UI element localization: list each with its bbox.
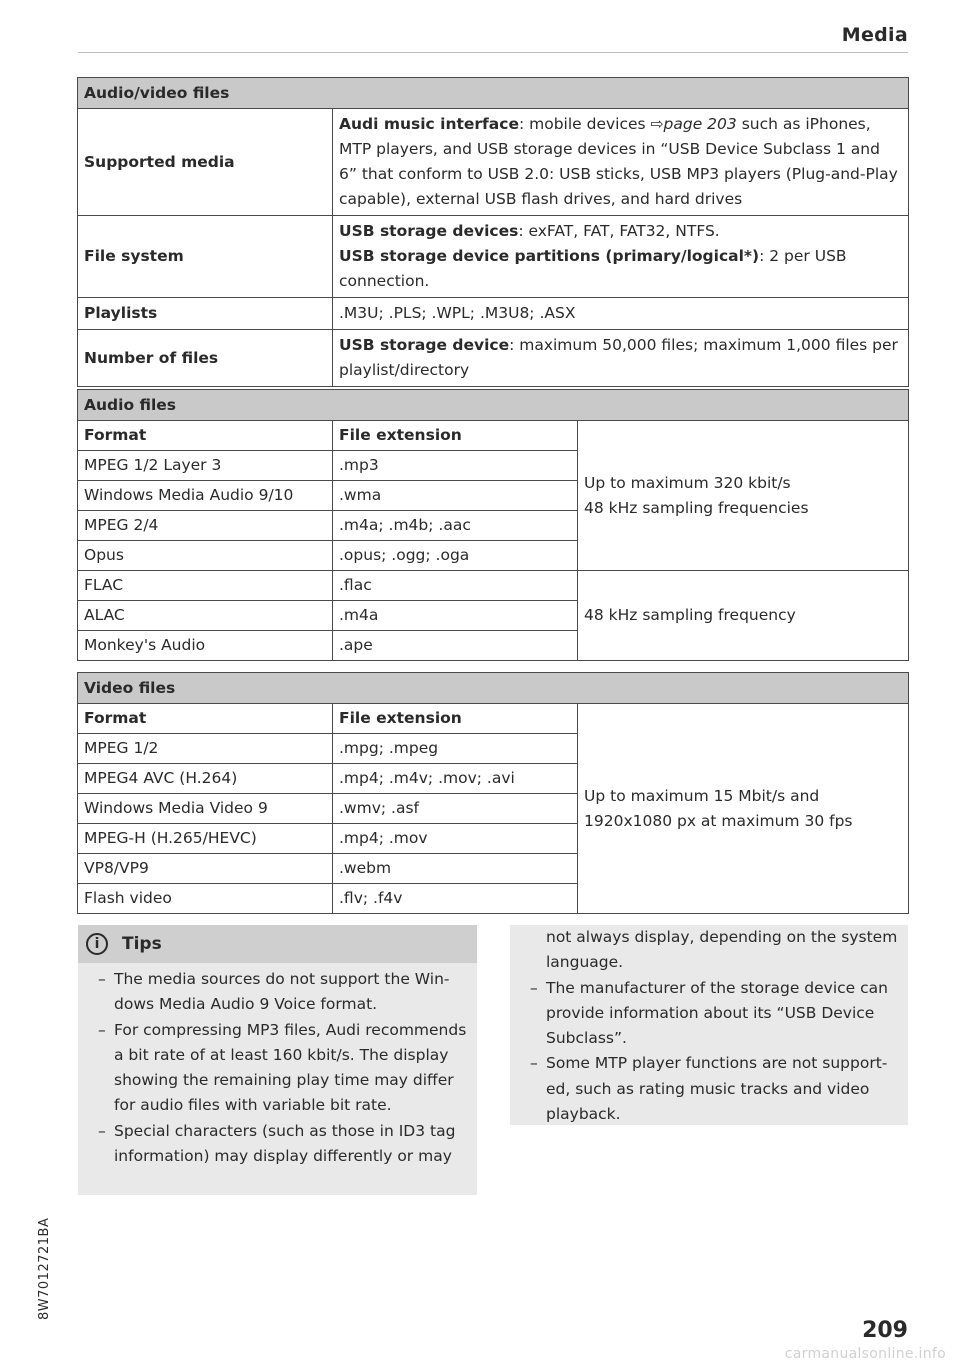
extension-cell: .mp4; .m4v; .mov; .avi xyxy=(333,764,578,794)
tips-box xyxy=(78,925,477,1195)
row-label: Number of files xyxy=(78,330,333,387)
extension-cell: .webm xyxy=(333,854,578,884)
column-header-format: Format xyxy=(78,704,333,734)
format-cell: VP8/VP9 xyxy=(78,854,333,884)
row-value: .M3U; .PLS; .WPL; .M3U8; .ASX xyxy=(333,298,909,330)
table-title: Video files xyxy=(78,673,909,704)
extension-cell: .wmv; .asf xyxy=(333,794,578,824)
format-cell: Monkey's Audio xyxy=(78,631,333,661)
format-cell: Flash video xyxy=(78,884,333,914)
extension-cell: .flac xyxy=(333,571,578,601)
extension-cell: .mpg; .mpeg xyxy=(333,734,578,764)
bitrate-note: Up to maximum 320 kbit/s 48 kHz sampling frequencies xyxy=(578,421,909,571)
list-item: – The manufacturer of the storage device can provide information about its “USB Device Subclass”. xyxy=(530,978,888,1048)
table-header-row xyxy=(78,704,909,734)
extension-cell: .flv; .f4v xyxy=(333,884,578,914)
row-label: Playlists xyxy=(78,298,333,330)
format-cell: Windows Media Video 9 xyxy=(78,794,333,824)
format-cell: MPEG 1/2 Layer 3 xyxy=(78,451,333,481)
column-header-extension: File extension xyxy=(333,421,578,451)
format-cell: Opus xyxy=(78,541,333,571)
list-item: – For compressing MP3 files, Audi recommends a bit rate of at least 160 kbit/s. The display showing the remaining play time may differ for audio files with variable bit rate. xyxy=(98,1020,467,1115)
section-title: Media xyxy=(841,24,908,46)
extension-cell: .ape xyxy=(333,631,578,661)
info-icon: i xyxy=(86,933,108,955)
watermark: carmanualsonline.info xyxy=(784,1346,946,1362)
page-number: 209 xyxy=(862,1318,908,1343)
extension-cell: .m4a; .m4b; .aac xyxy=(333,511,578,541)
row-label: Supported media xyxy=(78,109,333,216)
list-item: – Special characters (such as those in ID3 tag information) may display differently or may xyxy=(98,1121,456,1166)
table-row xyxy=(78,571,909,601)
format-cell: ALAC xyxy=(78,601,333,631)
list-item: – Some MTP player functions are not supported, such as rating music tracks and video playback. xyxy=(530,1054,888,1124)
format-cell: MPEG4 AVC (H.264) xyxy=(78,764,333,794)
column-header-format: Format xyxy=(78,421,333,451)
extension-cell: .mp4; .mov xyxy=(333,824,578,854)
column-header-extension: File extension xyxy=(333,704,578,734)
header-rule xyxy=(78,52,908,53)
row-label: File system xyxy=(78,216,333,298)
video-limit-note: Up to maximum 15 Mbit/s and 1920x1080 px at maximum 30 fps xyxy=(578,704,909,914)
table-row xyxy=(78,216,909,298)
table-title: Audio files xyxy=(78,390,909,421)
row-value: USB storage device: maximum 50,000 files; maximum 1,000 files per playlist/directory xyxy=(333,330,909,387)
tips-box-continued xyxy=(510,925,908,1125)
extension-cell: .m4a xyxy=(333,601,578,631)
audio-files-table xyxy=(77,389,909,661)
format-cell: MPEG 2/4 xyxy=(78,511,333,541)
audio-video-files-table xyxy=(77,77,909,387)
format-cell: Windows Media Audio 9/10 xyxy=(78,481,333,511)
video-files-table xyxy=(77,672,909,914)
extension-cell: .wma xyxy=(333,481,578,511)
format-cell: MPEG-H (H.265/HEVC) xyxy=(78,824,333,854)
row-value: USB storage devices: exFAT, FAT, FAT32, NTFS. USB storage device partitions (primary/logical*): 2 per USB connection. xyxy=(333,216,909,298)
document-code: 8W7012721BA xyxy=(37,1217,52,1320)
tips-list xyxy=(78,963,477,1169)
format-cell: MPEG 1/2 xyxy=(78,734,333,764)
tips-title: Tips xyxy=(122,934,162,954)
format-cell: FLAC xyxy=(78,571,333,601)
page-link[interactable]: page 203 xyxy=(663,115,737,133)
extension-cell: .opus; .ogg; .oga xyxy=(333,541,578,571)
table-title: Audio/video files xyxy=(78,78,909,109)
table-header-row xyxy=(78,421,909,451)
list-item: – The media sources do not support the Windows Media Audio 9 Voice format. xyxy=(98,970,450,1014)
table-row xyxy=(78,330,909,387)
tips-header xyxy=(78,925,477,963)
sampling-note: 48 kHz sampling frequency xyxy=(578,571,909,661)
table-row xyxy=(78,298,909,330)
table-row xyxy=(78,109,909,216)
row-value: Audi music interface: mobile devices ⇨page 203 such as iPhones, MTP players, and USB storage devices in “USB Device Subclass 1 and 6” that conform to USB 2.0: USB sticks, USB MP3 players (Plug-and-Play capable), external USB flash drives, and hard drives xyxy=(333,109,909,216)
extension-cell: .mp3 xyxy=(333,451,578,481)
page-link-arrow-icon[interactable]: ⇨ xyxy=(650,115,664,133)
list-item-continued: not always display, depending on the system language. xyxy=(546,928,898,972)
